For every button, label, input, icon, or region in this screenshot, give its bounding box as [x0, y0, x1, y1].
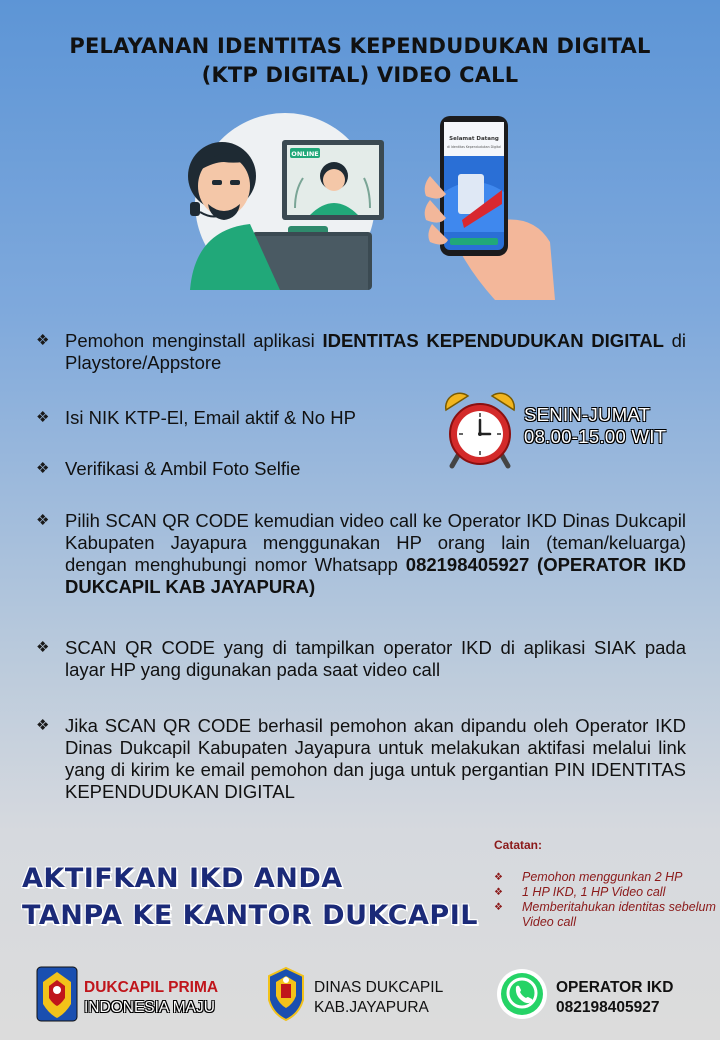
brand-line-2: INDONESIA MAJU [84, 999, 215, 1016]
bullet-icon: ❖ [36, 639, 50, 656]
slogan-line-1: AKTIFKAN IKD ANDA [22, 863, 343, 894]
notes-box [494, 838, 720, 930]
step-text-2: Isi NIK KTP-El, Email aktif & No HP [65, 407, 356, 428]
bullet-icon: ❖ [36, 512, 50, 529]
alarm-clock-icon [444, 390, 516, 470]
operator-phone: 082198405927 [556, 999, 660, 1016]
note-item-3 [494, 900, 720, 930]
step-item-6 [36, 715, 686, 803]
brand-text [84, 978, 218, 1018]
title-line-2: (KTP DIGITAL) VIDEO CALL [201, 63, 519, 87]
operator-line-1: OPERATOR IKD [556, 979, 674, 996]
brand-line-1: DUKCAPIL PRIMA [84, 979, 219, 996]
phone-subtitle-text: di Identitas Kependudukan Digital [447, 145, 501, 149]
bullet-icon: ❖ [36, 332, 50, 349]
operator-text [556, 978, 673, 1018]
video-call-illustration [170, 108, 400, 290]
step-item-4 [36, 510, 686, 598]
step-item-3 [36, 458, 686, 480]
title-line-1: PELAYANAN IDENTITAS KEPENDUDUKAN DIGITAL [69, 34, 651, 58]
note-text-3: Memberitahukan identitas sebelum Video call [522, 900, 716, 929]
step-text-4: Pilih SCAN QR CODE kemudian video call ke Operator IKD Dinas Dukcapil Kabupaten Jayapura menggunakan HP orang lain (teman/keluarga) dengan menghubungi nomor Whatsapp 082198405927 (OPERATOR IKD DUKCAPIL KAB JAYAPURA) [65, 510, 686, 597]
step-text-5: SCAN QR CODE yang di tampilkan operator IKD di aplikasi SIAK pada layar HP yang digunakan pada saat video call [65, 637, 686, 680]
bullet-icon: ❖ [36, 717, 50, 734]
step-text-6: Jika SCAN QR CODE berhasil pemohon akan dipandu oleh Operator IKD Dinas Dukcapil Kabupaten Jayapura untuk melakukan aktifasi melalui link yang di kirim ke email pemohon dan juga untuk pergantian PIN IDENTITAS KEPENDUDUKAN DIGITAL [65, 715, 686, 802]
bullet-icon: ❖ [36, 409, 50, 426]
office-line-1: DINAS DUKCAPIL [314, 979, 444, 996]
note-item-2 [494, 885, 720, 900]
bullet-icon: ❖ [36, 460, 50, 477]
dukcapil-emblem-icon [36, 966, 78, 1022]
step-text-1: Pemohon menginstall aplikasi IDENTITAS KEPENDUDUKAN DIGITAL di Playstore/Appstore [65, 330, 686, 373]
footer [0, 966, 720, 1026]
service-hours [524, 404, 694, 448]
page-title [0, 32, 720, 90]
slogan [22, 860, 492, 934]
office-line-2: KAB.JAYAPURA [314, 999, 429, 1016]
service-days: SENIN-JUMAT [524, 404, 651, 425]
whatsapp-icon[interactable] [496, 968, 548, 1020]
phone-in-hand-illustration [422, 112, 557, 300]
note-item-1 [494, 870, 720, 885]
note-text-1: Pemohon menggunkan 2 HP [522, 870, 683, 884]
online-badge-text: ONLINE [291, 150, 319, 158]
slogan-line-2: TANPA KE KANTOR DUKCAPIL [22, 900, 478, 931]
jayapura-crest-icon [266, 966, 306, 1022]
office-text [314, 978, 443, 1018]
service-time: 08.00-15.00 WIT [524, 426, 667, 447]
note-text-2: 1 HP IKD, 1 HP Video call [522, 885, 666, 899]
notes-title: Catatan: [494, 838, 543, 852]
step-item-1 [36, 330, 686, 374]
phone-welcome-text: Selamat Datang [449, 136, 499, 142]
bullet-icon: ❖ [494, 872, 503, 883]
bullet-icon: ❖ [494, 887, 503, 898]
step-item-5 [36, 637, 686, 681]
bullet-icon: ❖ [494, 902, 503, 913]
step-text-3: Verifikasi & Ambil Foto Selfie [65, 458, 301, 479]
